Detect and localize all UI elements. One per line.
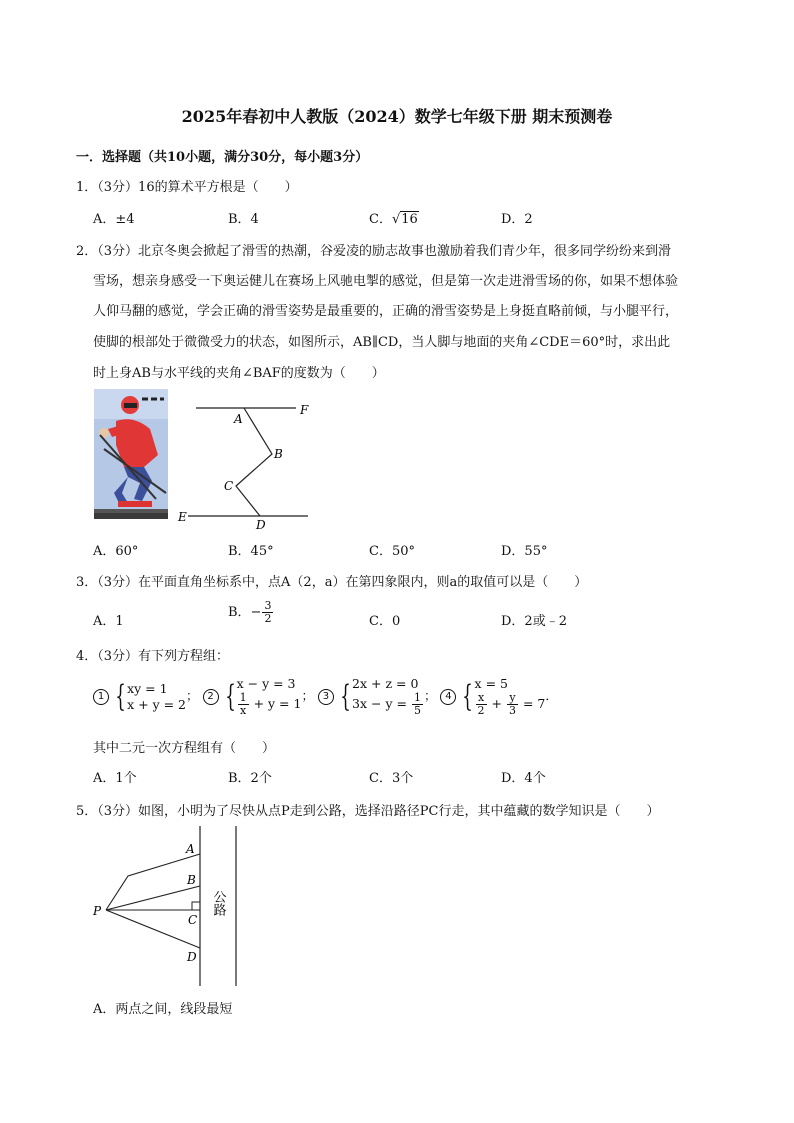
path-p-b	[106, 886, 200, 910]
q1-stem: 1．（3分）16的算术平方根是（ ）	[76, 180, 298, 195]
q5-road-label: 公路	[210, 890, 226, 916]
path-p-d	[106, 910, 200, 948]
q2-label-d: D	[256, 518, 266, 530]
path-p-a	[106, 854, 200, 910]
q1-option-c-prefix: C．√	[369, 212, 401, 227]
q3-stem: 3．（3分）在平面直角坐标系中，点A（2，a）在第四象限内，则a的取值可以是（ ）	[76, 575, 588, 590]
circled-number-1: 1	[93, 689, 109, 705]
q3-option-a[interactable]: A．1	[93, 614, 124, 629]
q5-label-b: B	[187, 873, 196, 887]
q2-label-b: B	[274, 447, 283, 461]
q5-label-a: A	[186, 842, 195, 856]
q2-label-e: E	[178, 510, 187, 524]
system-2: 2 { x − y = 3 $\frac{1}{x}$ + y = 1 ；	[203, 688, 318, 703]
right-angle-mark	[192, 902, 200, 910]
circled-number-4: 4	[440, 689, 456, 705]
q2-label-c: C	[224, 479, 234, 493]
q3-option-b-prefix: B．−	[228, 605, 262, 620]
circled-number-3: 3	[318, 689, 334, 705]
system-1-eq-2: x + y = 2	[127, 696, 186, 712]
q2-line-2: 雪场，想亲身感受一下奥运健儿在赛场上风驰电掣的感觉，但是第一次走进滑雪场的你，如果不想体验	[93, 274, 679, 289]
system-1: 1 { xy = 1 x + y = 2 ；	[93, 688, 203, 703]
q4-option-a[interactable]: A．1个	[93, 771, 137, 786]
q1-option-c[interactable]	[369, 208, 419, 227]
q4-stem: 4．（3分）有下列方程组：	[76, 649, 230, 664]
q1-option-b[interactable]: B．4	[228, 212, 259, 227]
q3-option-b-fraction	[262, 600, 273, 625]
q1-option-c-radicand: 16	[401, 212, 418, 227]
q2-option-c[interactable]: C．50°	[369, 544, 415, 559]
q5-label-d: D	[187, 950, 197, 964]
system-2-frac: $\frac{1}{x}$	[239, 691, 247, 717]
q5-option-a[interactable]: A．两点之间，线段最短	[93, 1002, 233, 1017]
page-title: 2025年春初中人教版（2024）数学七年级下册 期末预测卷	[181, 107, 613, 126]
q2-line-5: 时上身AB与水平线的夹角∠BAF的度数为（ ）	[93, 366, 385, 381]
q4-option-c[interactable]: C．3个	[369, 771, 414, 786]
q4-systems	[93, 676, 558, 717]
system-1-eq-1: xy = 1	[127, 680, 168, 696]
q3-frac-num: 3	[264, 599, 272, 612]
section-heading: 一．选择题（共10小题，满分30分，每小题3分）	[76, 150, 369, 165]
q2-label-a: A	[234, 412, 243, 426]
q4-option-b[interactable]: B．2个	[228, 771, 272, 786]
q2-label-f: F	[300, 403, 309, 417]
system-4-eq-1: x = 5	[474, 676, 508, 691]
q5-label-p: P	[93, 904, 102, 918]
q5-geometry-figure	[90, 826, 250, 988]
q3-option-c[interactable]: C．0	[369, 614, 401, 629]
system-4: 4 { x = 5 $\frac{x}{2}$ + $\frac{y}{3}$ = 7 ．	[440, 688, 557, 703]
system-3-eq-1: 2x + z = 0	[352, 676, 419, 691]
q2-option-a[interactable]: A．60°	[93, 544, 139, 559]
q3-frac-den: 2	[264, 612, 272, 625]
q5-label-c: C	[188, 913, 198, 927]
q4-question: 其中二元一次方程组有（ ）	[93, 741, 276, 756]
q2-geometry-figure	[176, 400, 316, 530]
system-1-sep: ；	[186, 688, 199, 703]
q2-option-d[interactable]: D．55°	[501, 544, 548, 559]
q2-line-3: 人仰马翻的感觉，学会正确的滑雪姿势是最重要的，正确的滑雪姿势是上身挺直略前倾，与小腿平行，	[93, 304, 679, 319]
q2-option-b[interactable]: B．45°	[228, 544, 274, 559]
system-2-eq-1: x − y = 3	[236, 676, 296, 691]
system-3-frac: $\frac{1}{5}$	[413, 691, 421, 717]
q2-line-1: 2．（3分）北京冬奥会掀起了滑雪的热潮，谷爱凌的励志故事也激励着我们青少年，很多同学纷纷来到滑	[76, 244, 672, 259]
q4-option-d[interactable]: D．4个	[501, 771, 546, 786]
q1-option-d[interactable]: D．2	[501, 212, 533, 227]
q3-option-b[interactable]	[228, 600, 274, 625]
q3-option-d[interactable]: D．2或﹣2	[501, 614, 567, 629]
q1-option-a[interactable]: A．±4	[93, 212, 135, 227]
q2-line-4: 使脚的根部处于微微受力的状态，如图所示，AB∥CD，当人脚与地面的夹角∠CDE＝60°时，求出此	[93, 335, 671, 350]
system-3: 3 { 2x + z = 0 3x − y = $\frac{1}{5}$ ；	[318, 688, 441, 703]
circled-number-2: 2	[203, 689, 219, 705]
skier-photo	[94, 389, 168, 519]
q5-stem: 5．（3分）如图，小明为了尽快从点P走到公路，选择沿路径PC行走，其中蕴藏的数学知识是（ ）	[76, 804, 660, 819]
